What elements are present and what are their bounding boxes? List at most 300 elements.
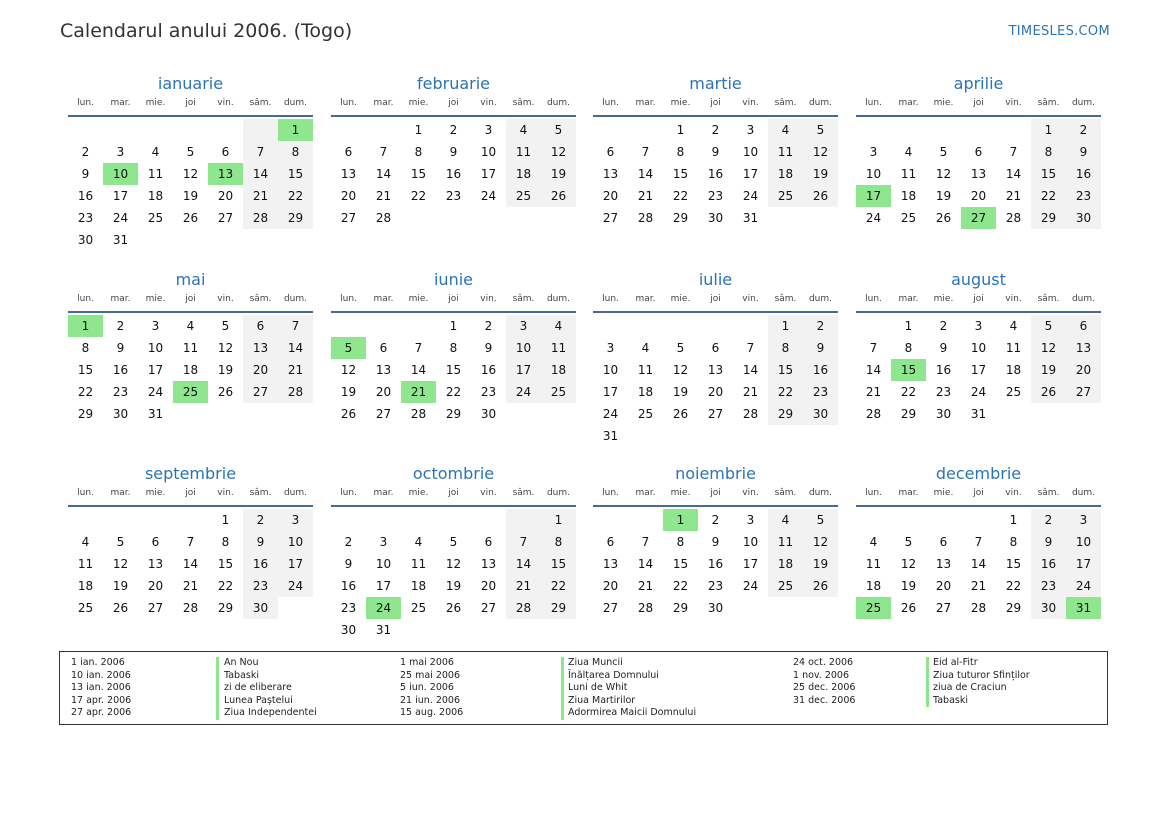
day-cell: 4 — [81, 535, 90, 549]
day-cell: 20 — [1066, 359, 1101, 381]
day-cell: 13 — [935, 557, 952, 571]
day-cell: 30 — [480, 407, 497, 421]
day-cell: 7 — [186, 535, 195, 549]
day-cell: 13 — [602, 167, 619, 181]
day-cell: 4 — [904, 145, 913, 159]
month-name: august — [951, 270, 1006, 289]
day-grid — [856, 119, 1101, 229]
day-cell: 22 — [672, 579, 689, 593]
day-cell: 24 — [970, 385, 987, 399]
day-cell: 23 — [1066, 185, 1101, 207]
weekday-label: mie. — [670, 98, 691, 108]
day-cell: 20 — [602, 189, 619, 203]
weekday-label: mie. — [670, 488, 691, 498]
month-iulie — [593, 269, 838, 447]
day-cell: 28 — [182, 601, 199, 615]
holiday-day-cell: 31 — [1066, 597, 1101, 619]
day-cell: 11 — [865, 557, 882, 571]
empty-cell — [733, 315, 768, 337]
day-cell: 16 — [340, 579, 357, 593]
day-cell: 4 — [186, 319, 195, 333]
day-cell: 4 — [641, 341, 650, 355]
day-cell: 7 — [379, 145, 388, 159]
holiday-day-cell: 24 — [366, 597, 401, 619]
day-cell: 9 — [344, 557, 353, 571]
day-cell: 8 — [768, 337, 803, 359]
weekday-label: lun. — [340, 294, 357, 304]
weekday-header — [331, 98, 576, 117]
day-cell: 13 — [375, 363, 392, 377]
day-cell: 22 — [672, 189, 689, 203]
day-cell: 23 — [935, 385, 952, 399]
day-cell: 19 — [182, 189, 199, 203]
month-name: februarie — [416, 74, 491, 93]
day-cell: 26 — [803, 185, 838, 207]
day-cell: 22 — [278, 185, 313, 207]
day-cell: 5 — [186, 145, 195, 159]
day-cell: 23 — [803, 381, 838, 403]
day-cell: 31 — [742, 211, 759, 225]
day-cell: 17 — [278, 553, 313, 575]
day-cell: 1 — [904, 319, 913, 333]
day-cell: 20 — [935, 579, 952, 593]
day-cell: 19 — [803, 163, 838, 185]
weekday-label: sâm. — [249, 294, 272, 304]
weekday-label: sâm. — [774, 488, 797, 498]
day-cell: 11 — [900, 167, 917, 181]
day-cell: 18 — [865, 579, 882, 593]
day-cell: 3 — [484, 123, 493, 137]
day-cell: 6 — [243, 315, 278, 337]
day-cell: 17 — [970, 363, 987, 377]
day-cell: 31 — [147, 407, 164, 421]
empty-cell — [663, 315, 698, 337]
day-cell: 8 — [1031, 141, 1066, 163]
day-cell: 6 — [484, 535, 493, 549]
day-cell: 13 — [970, 167, 987, 181]
day-cell: 20 — [340, 189, 357, 203]
day-cell: 26 — [340, 407, 357, 421]
day-cell: 25 — [506, 185, 541, 207]
day-cell: 7 — [506, 531, 541, 553]
day-cell: 7 — [1009, 145, 1018, 159]
day-grid — [856, 315, 1101, 425]
day-cell: 30 — [340, 623, 357, 637]
empty-cell — [103, 509, 138, 531]
day-cell: 28 — [506, 597, 541, 619]
legend-date: 31 dec. 2006 — [793, 694, 856, 706]
day-cell: 24 — [742, 579, 759, 593]
day-cell: 16 — [77, 189, 94, 203]
legend-dates-column — [400, 657, 463, 720]
holiday-day-cell: 10 — [103, 163, 138, 185]
day-cell: 11 — [768, 141, 803, 163]
day-cell: 16 — [445, 167, 462, 181]
weekday-label: mie. — [145, 98, 166, 108]
day-cell: 4 — [869, 535, 878, 549]
day-cell: 5 — [1031, 315, 1066, 337]
empty-cell — [243, 119, 278, 141]
day-cell: 12 — [672, 363, 689, 377]
empty-cell — [331, 509, 366, 531]
day-cell: 18 — [637, 385, 654, 399]
empty-cell — [628, 509, 663, 531]
legend-holiday-name: Ziua Independentei — [224, 707, 317, 719]
day-cell: 30 — [1031, 597, 1066, 619]
legend-dates-column — [793, 657, 855, 707]
day-cell: 3 — [746, 513, 755, 527]
month-octombrie — [331, 463, 576, 641]
day-cell: 12 — [112, 557, 129, 571]
holiday-day-cell: 25 — [173, 381, 208, 403]
day-cell: 29 — [217, 601, 234, 615]
day-cell: 5 — [803, 509, 838, 531]
day-cell: 26 — [672, 407, 689, 421]
day-cell: 2 — [939, 319, 948, 333]
day-cell: 20 — [707, 385, 724, 399]
day-cell: 1 — [676, 123, 685, 137]
weekday-label: dum. — [546, 294, 571, 304]
day-cell: 15 — [541, 553, 576, 575]
holiday-day-cell: 27 — [961, 207, 996, 229]
day-cell: 6 — [221, 145, 230, 159]
day-cell: 29 — [278, 207, 313, 229]
day-cell: 19 — [1031, 359, 1066, 381]
weekday-label: lun. — [865, 98, 882, 108]
day-cell: 13 — [480, 557, 497, 571]
day-cell: 16 — [243, 553, 278, 575]
weekday-label: mar. — [635, 98, 656, 108]
weekday-label: dum. — [808, 98, 833, 108]
day-cell: 26 — [182, 211, 199, 225]
empty-cell — [366, 119, 401, 141]
day-cell: 29 — [1031, 207, 1066, 229]
day-cell: 2 — [711, 513, 720, 527]
day-cell: 6 — [151, 535, 160, 549]
day-cell: 29 — [1005, 601, 1022, 615]
day-cell: 30 — [803, 403, 838, 425]
day-cell: 11 — [147, 167, 164, 181]
day-cell: 20 — [243, 359, 278, 381]
day-cell: 14 — [742, 363, 759, 377]
day-cell: 21 — [375, 189, 392, 203]
day-cell: 21 — [865, 385, 882, 399]
legend-date: 13 ian. 2006 — [71, 682, 131, 694]
day-cell: 21 — [742, 385, 759, 399]
day-cell: 7 — [641, 145, 650, 159]
day-cell: 10 — [970, 341, 987, 355]
day-cell: 17 — [742, 167, 759, 181]
day-cell: 29 — [445, 407, 462, 421]
day-cell: 5 — [676, 341, 685, 355]
weekday-label: mie. — [145, 294, 166, 304]
day-cell: 12 — [340, 363, 357, 377]
legend-holiday-name: ziua de Craciun — [933, 682, 1007, 694]
day-cell: 24 — [742, 189, 759, 203]
day-cell: 7 — [974, 535, 983, 549]
month-name: noiembrie — [675, 464, 756, 483]
day-cell: 19 — [935, 189, 952, 203]
day-grid — [593, 119, 838, 229]
day-cell: 6 — [344, 145, 353, 159]
empty-cell — [593, 119, 628, 141]
day-cell: 24 — [602, 407, 619, 421]
day-cell: 18 — [1005, 363, 1022, 377]
day-cell: 11 — [410, 557, 427, 571]
day-cell: 10 — [1066, 531, 1101, 553]
day-cell: 27 — [217, 211, 234, 225]
day-cell: 23 — [243, 575, 278, 597]
day-cell: 16 — [1066, 163, 1101, 185]
day-cell: 29 — [77, 407, 94, 421]
day-cell: 11 — [1005, 341, 1022, 355]
day-cell: 4 — [506, 119, 541, 141]
holiday-day-cell: 21 — [401, 381, 436, 403]
page-title: Calendarul anului 2006. (Togo) — [60, 20, 353, 42]
day-cell: 4 — [768, 509, 803, 531]
empty-cell — [961, 509, 996, 531]
empty-cell — [68, 119, 103, 141]
day-cell: 20 — [480, 579, 497, 593]
weekday-label: lun. — [865, 488, 882, 498]
day-cell: 16 — [803, 359, 838, 381]
day-cell: 25 — [147, 211, 164, 225]
day-cell: 25 — [768, 575, 803, 597]
day-cell: 7 — [414, 341, 423, 355]
day-cell: 14 — [970, 557, 987, 571]
day-cell: 18 — [77, 579, 94, 593]
weekday-label: lun. — [340, 98, 357, 108]
weekday-label: sâm. — [1037, 98, 1060, 108]
day-cell: 7 — [243, 141, 278, 163]
day-cell: 12 — [935, 167, 952, 181]
day-cell: 12 — [803, 531, 838, 553]
day-cell: 14 — [278, 337, 313, 359]
weekday-label: mie. — [145, 488, 166, 498]
month-name: octombrie — [412, 464, 495, 483]
day-cell: 31 — [375, 623, 392, 637]
day-cell: 25 — [1005, 385, 1022, 399]
month-name: aprilie — [953, 74, 1004, 93]
day-cell: 2 — [81, 145, 90, 159]
day-cell: 12 — [541, 141, 576, 163]
weekday-label: lun. — [602, 98, 619, 108]
day-cell: 3 — [606, 341, 615, 355]
day-cell: 23 — [77, 211, 94, 225]
day-cell: 23 — [1031, 575, 1066, 597]
day-cell: 28 — [970, 601, 987, 615]
legend-holiday-name: Lunea Paștelui — [224, 694, 293, 706]
weekday-label: joi — [185, 294, 196, 304]
day-cell: 31 — [602, 429, 619, 443]
weekday-header — [331, 488, 576, 507]
day-cell: 12 — [445, 557, 462, 571]
empty-cell — [103, 119, 138, 141]
weekday-label: joi — [973, 98, 984, 108]
day-cell: 20 — [147, 579, 164, 593]
legend-date: 17 apr. 2006 — [71, 694, 132, 706]
weekday-label: mar. — [373, 294, 394, 304]
holiday-day-cell: 13 — [208, 163, 243, 185]
day-cell: 3 — [278, 509, 313, 531]
day-cell: 19 — [340, 385, 357, 399]
weekday-label: sâm. — [774, 294, 797, 304]
day-grid — [331, 509, 576, 641]
day-cell: 4 — [1009, 319, 1018, 333]
weekday-label: dum. — [1071, 488, 1096, 498]
month-februarie — [331, 73, 576, 229]
weekday-label: mar. — [898, 98, 919, 108]
weekday-label: lun. — [602, 294, 619, 304]
legend-names-column — [568, 657, 696, 720]
day-cell: 2 — [1031, 509, 1066, 531]
empty-cell — [593, 509, 628, 531]
day-cell: 12 — [803, 141, 838, 163]
empty-cell — [366, 315, 401, 337]
weekday-label: mie. — [408, 98, 429, 108]
empty-cell — [856, 509, 891, 531]
day-cell: 9 — [243, 531, 278, 553]
day-cell: 14 — [637, 167, 654, 181]
day-grid — [68, 119, 313, 251]
weekday-label: joi — [185, 98, 196, 108]
weekday-label: mar. — [635, 294, 656, 304]
day-cell: 14 — [1005, 167, 1022, 181]
day-cell: 5 — [904, 535, 913, 549]
empty-cell — [628, 119, 663, 141]
day-cell: 11 — [637, 363, 654, 377]
month-name: iulie — [698, 270, 733, 289]
day-cell: 11 — [506, 141, 541, 163]
month-name: ianuarie — [157, 74, 224, 93]
weekday-label: joi — [710, 294, 721, 304]
day-cell: 12 — [217, 341, 234, 355]
empty-cell — [593, 315, 628, 337]
day-cell: 23 — [445, 189, 462, 203]
day-cell: 13 — [243, 337, 278, 359]
weekday-label: mar. — [898, 294, 919, 304]
day-cell: 9 — [484, 341, 493, 355]
day-cell: 1 — [221, 513, 230, 527]
empty-cell — [138, 509, 173, 531]
day-cell: 28 — [637, 211, 654, 225]
day-cell: 21 — [506, 575, 541, 597]
day-grid — [331, 315, 576, 425]
empty-cell — [856, 315, 891, 337]
day-cell: 27 — [243, 381, 278, 403]
weekday-label: mar. — [373, 98, 394, 108]
day-cell: 5 — [221, 319, 230, 333]
day-cell: 23 — [340, 601, 357, 615]
legend-color-bar — [926, 657, 929, 707]
day-cell: 8 — [278, 141, 313, 163]
legend-holiday-name: Adormirea Maicii Domnului — [568, 707, 697, 719]
day-cell: 21 — [243, 185, 278, 207]
day-cell: 30 — [935, 407, 952, 421]
weekday-label: dum. — [546, 488, 571, 498]
day-cell: 12 — [900, 557, 917, 571]
legend-date: 5 iun. 2006 — [400, 682, 454, 694]
day-cell: 8 — [904, 341, 913, 355]
weekday-label: dum. — [283, 488, 308, 498]
day-cell: 15 — [672, 557, 689, 571]
day-cell: 16 — [480, 363, 497, 377]
holiday-day-cell: 1 — [278, 119, 313, 141]
day-cell: 13 — [602, 557, 619, 571]
weekday-label: vin. — [1005, 488, 1022, 498]
day-cell: 19 — [217, 363, 234, 377]
empty-cell — [926, 119, 961, 141]
legend-date: 27 apr. 2006 — [71, 707, 132, 719]
day-cell: 17 — [112, 189, 129, 203]
day-cell: 4 — [541, 315, 576, 337]
empty-cell — [331, 315, 366, 337]
day-cell: 22 — [410, 189, 427, 203]
day-cell: 16 — [707, 167, 724, 181]
day-cell: 28 — [1005, 211, 1022, 225]
day-cell: 27 — [1066, 381, 1101, 403]
day-cell: 6 — [939, 535, 948, 549]
day-cell: 26 — [1031, 381, 1066, 403]
day-cell: 3 — [869, 145, 878, 159]
weekday-label: lun. — [77, 294, 94, 304]
day-cell: 22 — [541, 575, 576, 597]
day-cell: 4 — [768, 119, 803, 141]
weekday-label: vin. — [1005, 294, 1022, 304]
day-cell: 24 — [112, 211, 129, 225]
day-cell: 2 — [344, 535, 353, 549]
day-cell: 10 — [480, 145, 497, 159]
day-cell: 14 — [243, 163, 278, 185]
day-cell: 26 — [112, 601, 129, 615]
weekday-label: sâm. — [512, 98, 535, 108]
weekday-label: mie. — [933, 294, 954, 304]
day-cell: 9 — [116, 341, 125, 355]
day-cell: 18 — [768, 163, 803, 185]
legend-holiday-name: An Nou — [224, 657, 259, 668]
legend-holiday-name: Ziua tuturor Sfinților — [933, 669, 1030, 681]
day-cell: 16 — [707, 557, 724, 571]
day-cell: 27 — [602, 601, 619, 615]
day-cell: 14 — [182, 557, 199, 571]
weekday-label: sâm. — [774, 98, 797, 108]
legend-date: 1 nov. 2006 — [793, 669, 849, 681]
site-logo-link[interactable]: TIMESLES.COM — [1008, 24, 1110, 39]
empty-cell — [173, 119, 208, 141]
day-cell: 1 — [414, 123, 423, 137]
day-cell: 8 — [1009, 535, 1018, 549]
day-cell: 29 — [672, 601, 689, 615]
weekday-label: vin. — [742, 294, 759, 304]
day-cell: 3 — [151, 319, 160, 333]
day-cell: 31 — [112, 233, 129, 247]
day-cell: 26 — [900, 601, 917, 615]
day-cell: 19 — [900, 579, 917, 593]
empty-cell — [996, 119, 1031, 141]
holiday-day-cell: 17 — [856, 185, 891, 207]
legend-holiday-name: Ziua Martirilor — [568, 694, 636, 706]
day-cell: 18 — [182, 363, 199, 377]
weekday-label: lun. — [340, 488, 357, 498]
day-cell: 24 — [1066, 575, 1101, 597]
day-cell: 25 — [768, 185, 803, 207]
day-cell: 6 — [379, 341, 388, 355]
weekday-header — [856, 294, 1101, 313]
empty-cell — [436, 509, 471, 531]
day-cell: 28 — [742, 407, 759, 421]
day-cell: 30 — [707, 211, 724, 225]
legend-date: 21 iun. 2006 — [400, 694, 461, 706]
